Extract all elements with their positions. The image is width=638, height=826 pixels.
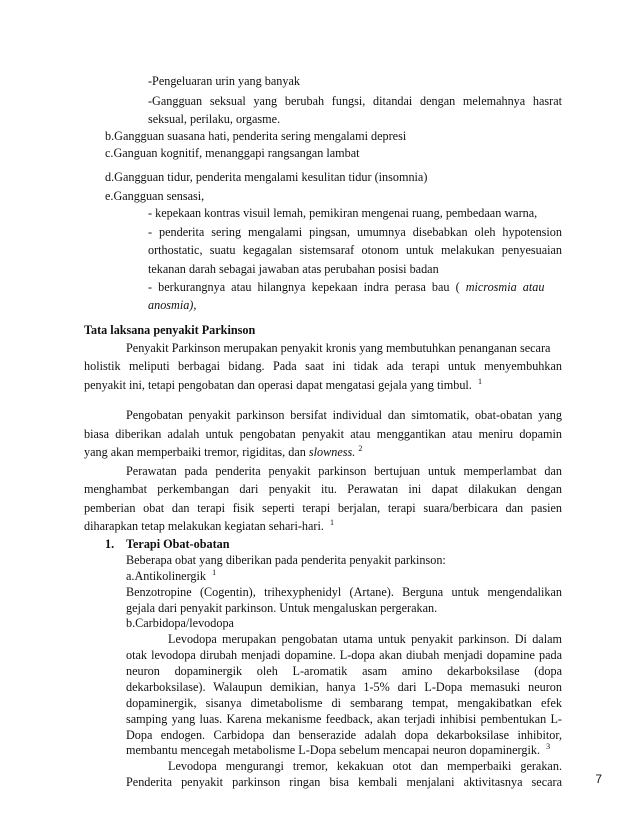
text-line: tekanan darah sebagai jawaban atas perubahan posisi badan	[148, 262, 439, 276]
text-line: - penderita sering mengalami pingsan, umumnya disebabkan oleh hypotension	[148, 225, 562, 239]
text-line: orthostatic, suatu kegagalan sistemsaraf otonom untuk melakukan penyesuaian	[148, 243, 562, 257]
text-line: seksual, perilaku, orgasme.	[148, 112, 281, 126]
subsection-heading: Terapi Obat-obatan	[126, 537, 230, 551]
text-run: a.Antikolinergik	[126, 569, 206, 583]
text-line: samping yang luas. Karena mekanisme feedback, akan terjadi inhibisi pembentukan L-	[126, 712, 562, 726]
text-line: -Gangguan seksual yang berubah fungsi, ditandai dengan melemahnya hasrat	[148, 94, 562, 108]
text-line: c.Ganguan kognitif, menanggapi rangsangan lambat	[105, 146, 360, 160]
text-run: diharapkan tetap melakukan kegiatan sehari-hari.	[84, 519, 324, 533]
text-line: pemberian obat dan terapi fisik seperti terapi berjalan, terapi suara/berbicara dan pasien	[84, 501, 562, 515]
text-run: membantu mencegah metabolisme L-Dopa sebelum mencapai neuron dopaminergik.	[126, 743, 541, 757]
text-line	[148, 280, 544, 294]
text-line: Levodopa merupakan pengobatan utama untuk penyakit parkinson. Di dalam	[168, 632, 562, 646]
text-line: biasa diberikan adalah untuk pengobatan penyakit atau menggantikan atau meniru dopamin	[84, 427, 562, 441]
text-line: e.Gangguan sensasi,	[105, 189, 205, 203]
text-line: -Pengeluaran urin yang banyak	[148, 74, 300, 88]
text-line: Pengobatan penyakit parkinson bersifat individual dan simtomatik, obat-obatan yang	[126, 408, 562, 422]
text-line: Perawatan pada penderita penyakit parkinson bertujuan untuk memperlambat dan	[126, 464, 562, 478]
section-heading: Tata laksana penyakit Parkinson	[84, 323, 256, 337]
text-run: penyakit ini, tetapi pengobatan dan operasi dapat mengatasi gejala yang timbul.	[84, 378, 472, 392]
text-line	[126, 569, 216, 583]
citation-superscript: 3	[546, 742, 551, 751]
text-line: d.Gangguan tidur, penderita mengalami kesulitan tidur (insomnia)	[105, 170, 428, 184]
text-line: b.Gangguan suasana hati, penderita sering mengalami depresi	[105, 129, 407, 143]
text-line	[84, 445, 362, 459]
text-line: Dopa endogen. Carbidopa dan benserazide adalah dopa dekarboksilase inhibitor,	[126, 728, 562, 742]
text-line: b.Carbidopa/levodopa	[126, 616, 234, 630]
citation-superscript: 1	[477, 377, 482, 386]
citation-superscript: 2	[358, 444, 363, 453]
subsection-number: 1.	[105, 537, 115, 551]
text-line: Penyakit Parkinson merupakan penyakit kronis yang membutuhkan penanganan secara	[126, 341, 551, 355]
text-line: - kepekaan kontras visuil lemah, pemikiran mengenai ruang, pembedaan warna,	[148, 206, 538, 220]
text-line: neuron dopaminergik oleh L-aromatik asam amino dekarboksilase (dopa	[126, 664, 562, 678]
text-line: Levodopa mengurangi tremor, kekakuan otot dan memperbaiki gerakan.	[168, 759, 562, 773]
page-number: 7	[595, 772, 602, 786]
text-line: dopaminergik, sisanya dimetabolisme di sembarang tempat, mengakibatkan efek	[126, 696, 562, 710]
text-line: Benzotropine (Cogentin), trihexyphenidyl (Artane). Berguna untuk mengendalikan	[126, 585, 562, 599]
text-line: gejala dari penyakit parkinson. Untuk mengaluskan pergerakan.	[126, 601, 438, 615]
italic-term: microsmia atau	[465, 280, 545, 294]
citation-superscript: 1	[330, 518, 335, 527]
text-line: menghambat perkembangan dari penyakit itu. Perawatan ini dapat dilakukan dengan	[84, 482, 562, 496]
text-line: Penderita penyakit parkinson ringan bisa kembali menjalani aktivitasnya secara	[126, 775, 562, 789]
text-run: - berkurangnya atau hilangnya kepekaan indra perasa bau (	[148, 280, 460, 294]
text-line: otak levodopa dirubah menjadi dopamine. L-dopa akan diubah menjadi dopamine pada	[126, 648, 562, 662]
text-line: dekarboksilase). Walaupun demikian, hanya 1-5% dari L-Dopa memasuki neuron	[126, 680, 562, 694]
text-line	[84, 378, 482, 392]
citation-superscript: 1	[212, 568, 217, 577]
text-line: holistik meliputi berbagai bidang. Pada saat ini tidak ada terapi untuk menyembuhkan	[84, 359, 562, 373]
italic-term: slowness.	[308, 445, 356, 459]
text-line	[126, 743, 550, 757]
italic-term: anosmia),	[148, 298, 197, 312]
text-line	[84, 519, 334, 533]
text-line: Beberapa obat yang diberikan pada penderita penyakit parkinson:	[126, 553, 446, 567]
text-run: yang akan memperbaiki tremor, rigiditas, dan	[84, 445, 306, 459]
